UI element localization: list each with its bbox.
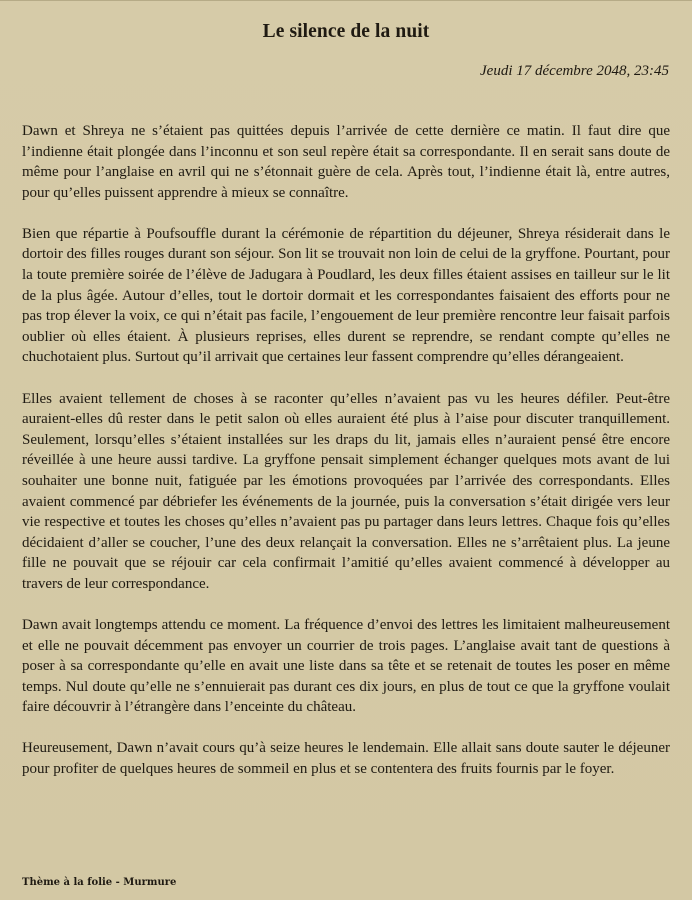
story-body [22, 121, 670, 800]
story-paragraph: Dawn et Shreya ne s’étaient pas quittées depuis l’arrivée de cette dernière ce matin. Il faut dire que l’indienne était plongée dans l’inconnu et son seul repère était sa correspondante. Il en serait sans doute de même pour l’anglaise en avril qui ne s’étonnait guère de cela. Après tout, l’indienne était là, entre autres, pour qu’elles puissent apprendre à mieux se connaître. [22, 123, 670, 201]
story-paragraph: Heureusement, Dawn n’avait cours qu’à seize heures le lendemain. Elle allait sans doute sauter le déjeuner pour profiter de quelques heures de sommeil en plus et se contentera des fruits fournis par le foyer. [22, 740, 670, 778]
story-paragraph: Bien que répartie à Poufsouffle durant la cérémonie de répartition du déjeuner, Shreya résiderait dans le dortoir des filles rouges durant son séjour. Son lit se trouvait non loin de celui de la gryffone. Pourtant, pour la toute première soirée de l’élève de Jadugara à Poudlard, les deux filles étaient assises en tailleur sur le lit de la plus âgée. Autour d’elles, tout le dortoir dormait et les correspondantes faisaient des efforts pour ne pas trop élever la voix, ce qui n’était pas facile, l’engouement de leur première rencontre leur faisait parfois oublier où elles étaient. À plusieurs reprises, elles durent se reprendre, se rendant compte qu’elles ne chuchotaient plus. Surtout qu’il arrivait que certaines leur fassent comprendre qu’elles dérangeaient. [22, 225, 670, 366]
story-paragraph: Dawn avait longtemps attendu ce moment. La fréquence d’envoi des lettres les limitaient malheureusement et elle ne pouvait décemment pas envoyer un courrier de trois pages. L’anglaise avait tant de questions à poser à sa correspondante qu’elle en avait une liste dans sa tête et se retenait de toutes les poser en même temps. Nul doute qu’elle ne s’ennuierait pas durant ces dix jours, en plus de tout ce que la gryffone voulait faire découvrir à l’étrangère dans l’enceinte du château. [22, 616, 670, 716]
theme-footer: Thème à la folie - Murmure [22, 877, 177, 888]
entry-date: Jeudi 17 décembre 2048, 23:45 [480, 63, 669, 79]
document-title: Le silence de la nuit [262, 21, 430, 43]
story-paragraph: Elles avaient tellement de choses à se raconter qu’elles n’avaient pas vu les heures défiler. Peut-être auraient-elles dû rester dans le petit salon où elles auraient été plus à l’aise pour discuter tranquillement. Seulement, lorsqu’elles s’étaient installées sur les draps du lit, jamais elles n’auraient pensé être encore réveillée à une heure aussi tardive. La gryffone pensait simplement échanger quelques mots avant de lui souhaiter une bonne nuit, fatiguée par les émotions provoquées par l’arrivée des correspondants. Elles avaient commencé par débriefer les événements de la journée, puis la conversation s’était dirigée vers leur vie respective et toutes les choses qu’elles n’avaient pas pu partager dans leurs lettres. Chaque fois qu’elles décidaient d’aller se coucher, l’une des deux relançait la conversation. Elles ne s’arrêtaient plus. La jeune fille ne pouvait que se réjouir car cela confirmait l’amitié qu’elles avaient commencé à développer au travers de leur correspondance. [22, 390, 670, 592]
